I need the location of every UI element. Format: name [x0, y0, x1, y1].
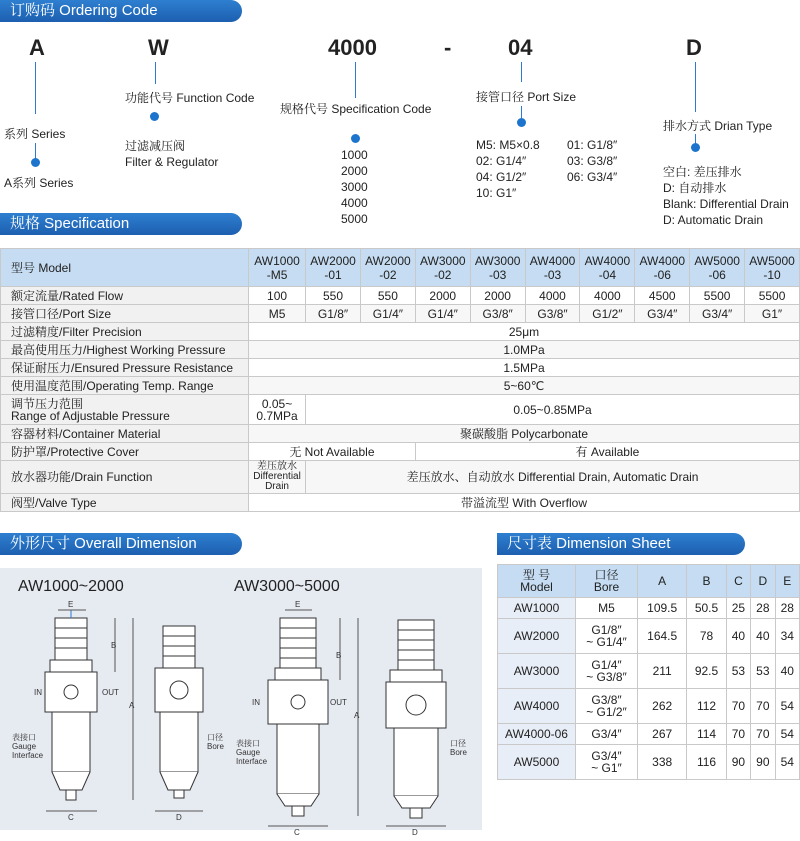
gauge-label-en1-2: Gauge — [236, 748, 261, 757]
spec-cover-label: 防护罩/Protective Cover — [1, 443, 249, 461]
code-series: A — [29, 35, 45, 60]
spec-model-cell: AW3000 -03 — [470, 249, 525, 287]
spec-flow-cell: 550 — [360, 287, 415, 305]
port-value-03: 03: G3/8″ — [567, 154, 618, 168]
ordering-code-title: 订购码 Ordering Code — [10, 2, 158, 19]
spec-precision-value: 25μm — [249, 323, 800, 341]
overall-dimension-title: 外形尺寸 Overall Dimension — [10, 535, 197, 552]
spec-container-label: 容器材料/Container Material — [1, 425, 249, 443]
dim-label-e-2: E — [295, 600, 301, 609]
spec-port-cell: G1/4″ — [360, 305, 415, 323]
group1-title: AW1000~2000 — [18, 578, 124, 595]
specification-title: 规格 Specification — [10, 215, 130, 232]
spec-row-proof — [1, 359, 800, 377]
spec-value-2: 2000 — [341, 164, 368, 178]
spec-flow-cell: 4000 — [525, 287, 580, 305]
spec-model-cell: AW4000 -04 — [580, 249, 635, 287]
bore-label-en-2: Bore — [450, 748, 467, 757]
series-value: A系列 Series — [4, 176, 74, 190]
function-dot — [150, 112, 159, 121]
function-label: 功能代号 Function Code — [125, 91, 255, 105]
sheet-row: AW2000 G1/8″ ~ G1/4″ 164.5 78 40 40 34 — [498, 619, 800, 654]
port-dot — [517, 118, 526, 127]
series-label: 系列 Series — [4, 127, 66, 141]
spec-port-cell: G3/8″ — [470, 305, 525, 323]
spec-value-1: 1000 — [341, 148, 368, 162]
drain-value-2: D: 自动排水 — [663, 181, 727, 195]
spec-port-label: 接管口径/Port Size — [1, 305, 249, 323]
sheet-header-d: D — [751, 565, 775, 598]
spec-row-cover — [1, 443, 800, 461]
spec-row-flow — [1, 287, 800, 305]
sheet-row: AW4000 G3/8″ ~ G1/2″ 262 112 70 70 54 — [498, 689, 800, 724]
dim-label-d: D — [176, 813, 182, 822]
spec-port-cell: M5 — [249, 305, 306, 323]
spec-adjustable-first: 0.05~ 0.7MPa — [249, 395, 306, 425]
spec-port-cell: G1/2″ — [580, 305, 635, 323]
spec-flow-cell: 2000 — [470, 287, 525, 305]
spec-max-pressure-value: 1.0MPa — [249, 341, 800, 359]
drain-dot — [691, 143, 700, 152]
dimension-sheet-header — [497, 533, 745, 555]
in-label: IN — [34, 688, 42, 697]
overall-dimension-panel — [0, 568, 482, 837]
series-connector-2 — [35, 143, 36, 159]
aw1000-side-drawing — [155, 626, 203, 798]
spec-model-cell: AW3000 -02 — [415, 249, 470, 287]
series-dot — [31, 158, 40, 167]
drain-connector — [695, 62, 696, 112]
port-value-10: 10: G1″ — [476, 186, 517, 200]
spec-row-valve — [1, 494, 800, 512]
specification-header — [0, 213, 242, 235]
port-value-01: 01: G1/8″ — [567, 138, 618, 152]
sheet-header-a: A — [638, 565, 687, 598]
dim-label-c-2: C — [294, 828, 300, 837]
spec-row-container — [1, 425, 800, 443]
function-connector — [155, 62, 156, 84]
spec-flow-cell: 550 — [306, 287, 361, 305]
spec-connector — [355, 62, 356, 98]
dim-label-b-2: B — [336, 651, 342, 660]
spec-model-cell: AW2000 -01 — [306, 249, 361, 287]
in-label-2: IN — [252, 698, 260, 707]
spec-temp-label: 使用温度范围/Operating Temp. Range — [1, 377, 249, 395]
drain-value-1: 空白: 差压排水 — [663, 165, 742, 179]
sheet-header-bore: 口径 Bore — [576, 565, 638, 598]
spec-adjustable-label: 调节压力范围 Range of Adjustable Pressure — [1, 395, 249, 425]
drain-value-3: Blank: Differential Drain — [663, 197, 789, 211]
spec-valve-value: 带溢流型 With Overflow — [249, 494, 800, 512]
spec-model-cell: AW5000 -10 — [745, 249, 800, 287]
spec-flow-cell: 4000 — [580, 287, 635, 305]
spec-proof-value: 1.5MPa — [249, 359, 800, 377]
sheet-header-e: E — [775, 565, 799, 598]
spec-model-label: 型号 Model — [1, 249, 249, 287]
dimension-drawings — [0, 568, 482, 837]
spec-drain-label: 放水器功能/Drain Function — [1, 461, 249, 494]
bore-label-cn-2: 口径 — [450, 739, 466, 748]
spec-model-cell: AW1000 -M5 — [249, 249, 306, 287]
spec-label: 规格代号 Specification Code — [280, 102, 432, 116]
sheet-row: AW4000-06 G3/4″ 267 114 70 70 54 — [498, 724, 800, 745]
spec-port-cell: G1/8″ — [306, 305, 361, 323]
spec-dot — [351, 134, 360, 143]
code-dash: - — [444, 35, 452, 60]
sheet-row: AW5000 G3/4″ ~ G1″ 338 116 90 90 54 — [498, 745, 800, 780]
code-port: 04 — [508, 35, 533, 60]
dim-label-a-2: A — [354, 711, 360, 720]
spec-row-precision — [1, 323, 800, 341]
spec-temp-value: 5~60℃ — [249, 377, 800, 395]
dim-label-a: A — [129, 701, 135, 710]
spec-flow-label: 额定流量/Rated Flow — [1, 287, 249, 305]
port-label: 接管口径 Port Size — [476, 90, 577, 104]
gauge-label-cn-2: 表接口 — [236, 739, 260, 748]
spec-precision-label: 过滤精度/Filter Precision — [1, 323, 249, 341]
dimension-sheet-table — [497, 564, 800, 780]
sheet-row: AW1000 M5 109.5 50.5 25 28 28 — [498, 598, 800, 619]
spec-cover-yes: 有 Available — [415, 443, 799, 461]
port-value-04: 04: G1/2″ — [476, 170, 527, 184]
port-value-02: 02: G1/4″ — [476, 154, 527, 168]
port-connector — [521, 62, 522, 82]
spec-cover-none: 无 Not Available — [249, 443, 416, 461]
port-value-m5: M5: M5×0.8 — [476, 138, 540, 152]
spec-port-cell: G3/4″ — [690, 305, 745, 323]
aw3000-side-drawing — [386, 620, 446, 818]
aw3000-front-drawing — [268, 618, 328, 816]
drain-label: 排水方式 Drian Type — [663, 119, 773, 133]
dim-label-c: C — [68, 813, 74, 822]
gauge-label-en2: Interface — [12, 751, 44, 760]
spec-row-model — [1, 249, 800, 287]
spec-model-cell: AW5000 -06 — [690, 249, 745, 287]
spec-value-3: 3000 — [341, 180, 368, 194]
spec-flow-cell: 2000 — [415, 287, 470, 305]
spec-row-drain — [1, 461, 800, 494]
out-label: OUT — [102, 688, 119, 697]
function-value-en: Filter & Regulator — [125, 155, 219, 169]
gauge-label-en1: Gauge — [12, 742, 37, 751]
spec-proof-label: 保证耐压力/Ensured Pressure Resistance — [1, 359, 249, 377]
aw1000-front-drawing — [45, 610, 97, 800]
sheet-header-model: 型 号 Model — [498, 565, 576, 598]
port-value-06: 06: G3/4″ — [567, 170, 618, 184]
code-function: W — [148, 35, 169, 60]
spec-drain-rest: 差压放水、自动放水 Differential Drain, Automatic Drain — [306, 461, 800, 494]
spec-flow-cell: 100 — [249, 287, 306, 305]
specification-table — [0, 248, 800, 512]
spec-port-cell: G3/4″ — [635, 305, 690, 323]
spec-container-value: 聚碳酸脂 Polycarbonate — [249, 425, 800, 443]
spec-port-cell: G3/8″ — [525, 305, 580, 323]
bore-label-cn: 口径 — [207, 733, 223, 742]
dim-label-b: B — [111, 641, 117, 650]
spec-model-cell: AW4000 -06 — [635, 249, 690, 287]
group2-title: AW3000~5000 — [234, 578, 340, 595]
spec-valve-label: 阀型/Valve Type — [1, 494, 249, 512]
bore-label-en: Bore — [207, 742, 224, 751]
spec-adjustable-rest: 0.05~0.85MPa — [306, 395, 800, 425]
gauge-label-en2-2: Interface — [236, 757, 268, 766]
dim-label-e: E — [68, 600, 74, 609]
sheet-header-row — [498, 565, 800, 598]
out-label-2: OUT — [330, 698, 347, 707]
spec-flow-cell: 4500 — [635, 287, 690, 305]
port-connector-2 — [521, 106, 522, 118]
function-value-cn: 过滤减压阀 — [125, 139, 186, 153]
spec-flow-cell: 5500 — [690, 287, 745, 305]
spec-model-cell: AW2000 -02 — [360, 249, 415, 287]
overall-dimension-header — [0, 533, 242, 555]
sheet-row: AW3000 G1/4″ ~ G3/8″ 211 92.5 53 53 40 — [498, 654, 800, 689]
spec-flow-cell: 5500 — [745, 287, 800, 305]
spec-drain-first: 差压放水 Differential Drain — [249, 461, 306, 494]
dimension-sheet-title: 尺寸表 Dimension Sheet — [507, 535, 671, 552]
code-spec: 4000 — [328, 35, 377, 60]
sheet-header-b: B — [687, 565, 726, 598]
spec-row-adjustable — [1, 395, 800, 425]
sheet-header-c: C — [726, 565, 750, 598]
ordering-code-header — [0, 0, 242, 22]
spec-value-5: 5000 — [341, 212, 368, 226]
spec-row-temp — [1, 377, 800, 395]
spec-row-max-pressure — [1, 341, 800, 359]
spec-value-4: 4000 — [341, 196, 368, 210]
gauge-label-cn: 表接口 — [12, 733, 36, 742]
spec-port-cell: G1/4″ — [415, 305, 470, 323]
series-connector — [35, 62, 36, 114]
spec-max-pressure-label: 最高使用压力/Highest Working Pressure — [1, 341, 249, 359]
spec-port-cell: G1″ — [745, 305, 800, 323]
code-drain: D — [686, 35, 702, 60]
spec-row-port — [1, 305, 800, 323]
dim-label-d-2: D — [412, 828, 418, 837]
spec-model-cell: AW4000 -03 — [525, 249, 580, 287]
drain-value-4: D: Automatic Drain — [663, 213, 764, 227]
